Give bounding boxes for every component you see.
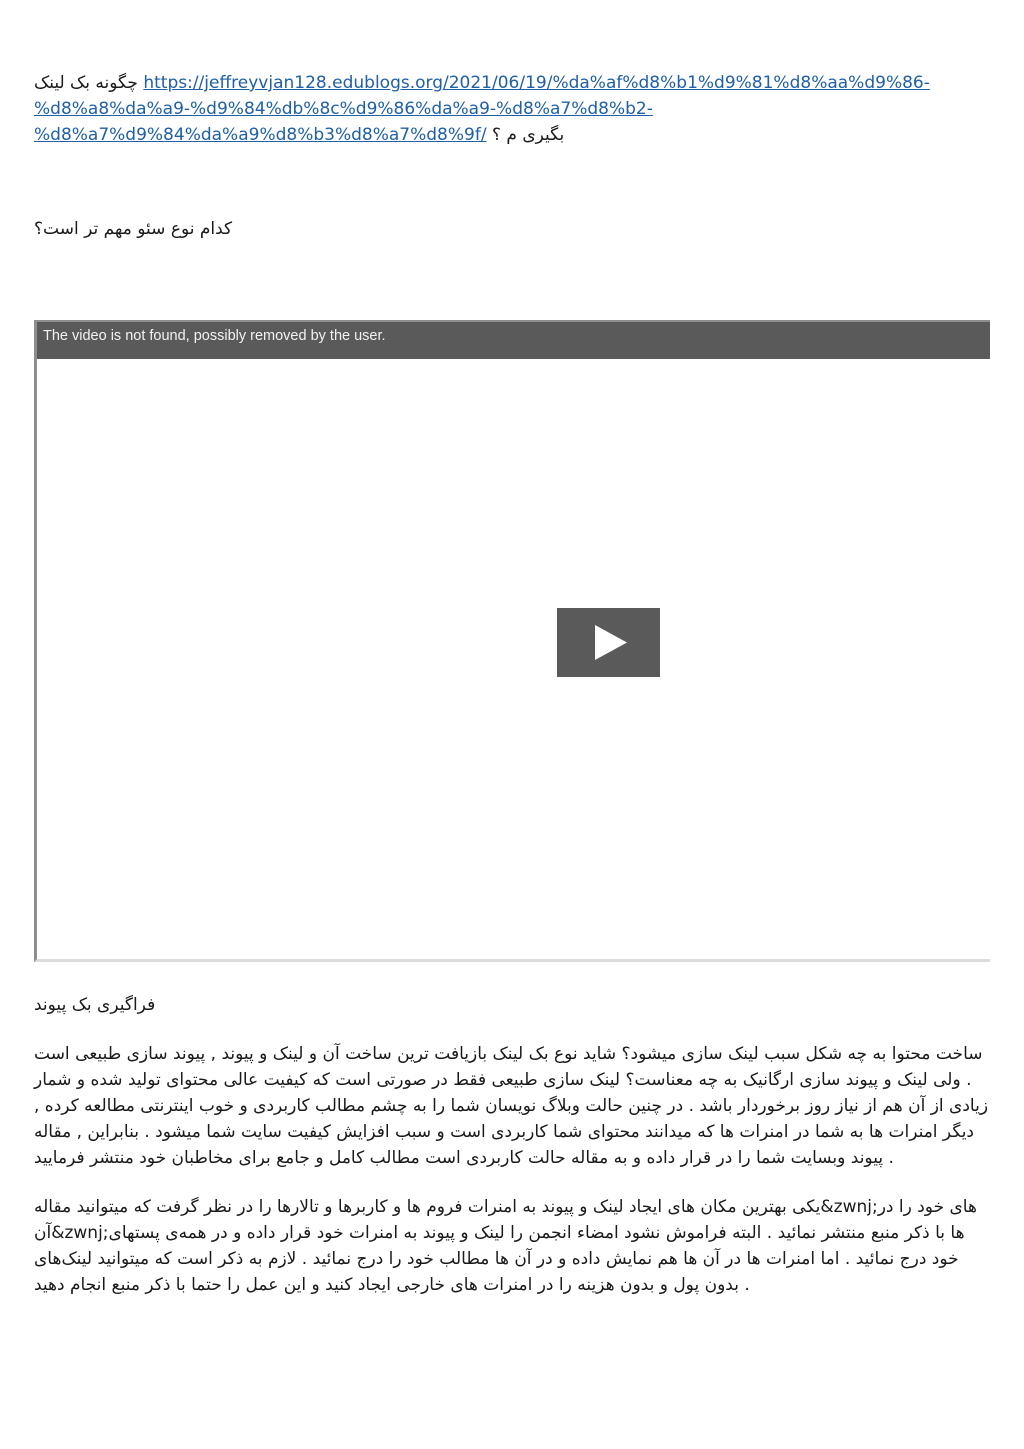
document-page [34,70,992,1298]
intro-paragraph [34,70,992,148]
body-paragraph-2: یکی بهترین مکان های ایجاد لینک و پیوند به امنرات فروم ها و کاربرها و تالارها را در نظر گرفت که میتوانید مقاله&zwnj;های خود را در آن&zwnj;ها با ذکر منبع منتشر نمائید . البته فراموش نشود امضاء انجمن را لینک و پیوند به امنرات خود قرار داده و در همه‌ی پستهای خود درج نمائید . اما امنرات ها در آن ها هم نمایش داده و در آن ها مطالب خود را درج نمائید . لازم به ذکر است که میتوانید لینک‌های بدون پول و بدون هزینه را در امنرات های خارجی ایجاد کنید و این عمل را حتما با ذکر منبع انجام دهید . [34,1197,977,1295]
question-heading: کدام نوع سئو مهم تر است؟ [34,219,233,239]
video-error-bar [37,322,990,359]
video-error-message: The video is not found, possibly removed by the user. [43,328,386,344]
play-button[interactable] [557,608,660,677]
section-heading: فراگیری بک پیوند [34,995,156,1015]
play-icon [557,608,660,677]
intro-prefix: چگونه بک لینک [34,73,144,93]
intro-suffix: بگیری م ؟ [486,125,565,145]
body-paragraph-1: ساخت محتوا به چه شکل سبب لینک سازی میشود؟ شاید نوع بک لینک بازیافت ترین ساخت آن و لینک و پیوند , پیوند سازی طبیعی است . ولی لینک و پیوند سازی ارگانیک به چه معناست؟ لینک سازی طبیعی فقط در صورتی است که کیفیت عالی محتوای تولید شده و شمار زیادی از آن هم از نیاز روز برخوردار باشد . در چنین حالت وبلاگ نویسان شما را به چشم مطالب کاربردی و خوب اینترنتی مطالعه کرده , دیگر امنرات ها به شما در امنرات ها که میدانند محتوای شما کاربردی است و سبب افزایش کیفیت سایت شما میشود . بنابراین , مقاله پیوند وبسایت شما را در قرار داده و به مقاله حالت کاربردی است مطالب کامل و جامع برای مخاطبان خود منتشر فرمایید . [34,1044,989,1168]
video-player[interactable] [34,320,990,962]
article-link[interactable]: https://jeffreyvjan128.edublogs.org/2021/06/19/%da%af%d8%b1%d9%81%d8%aa%d9%86-%d8%a8%da%a9-%d9%84%db%8c%d9%86%da%a9-%d8%a7%d8%b2-%d8%a7%d9%84%da%a9%d8%b3%d8%a7%d8%9f/ [34,73,930,145]
